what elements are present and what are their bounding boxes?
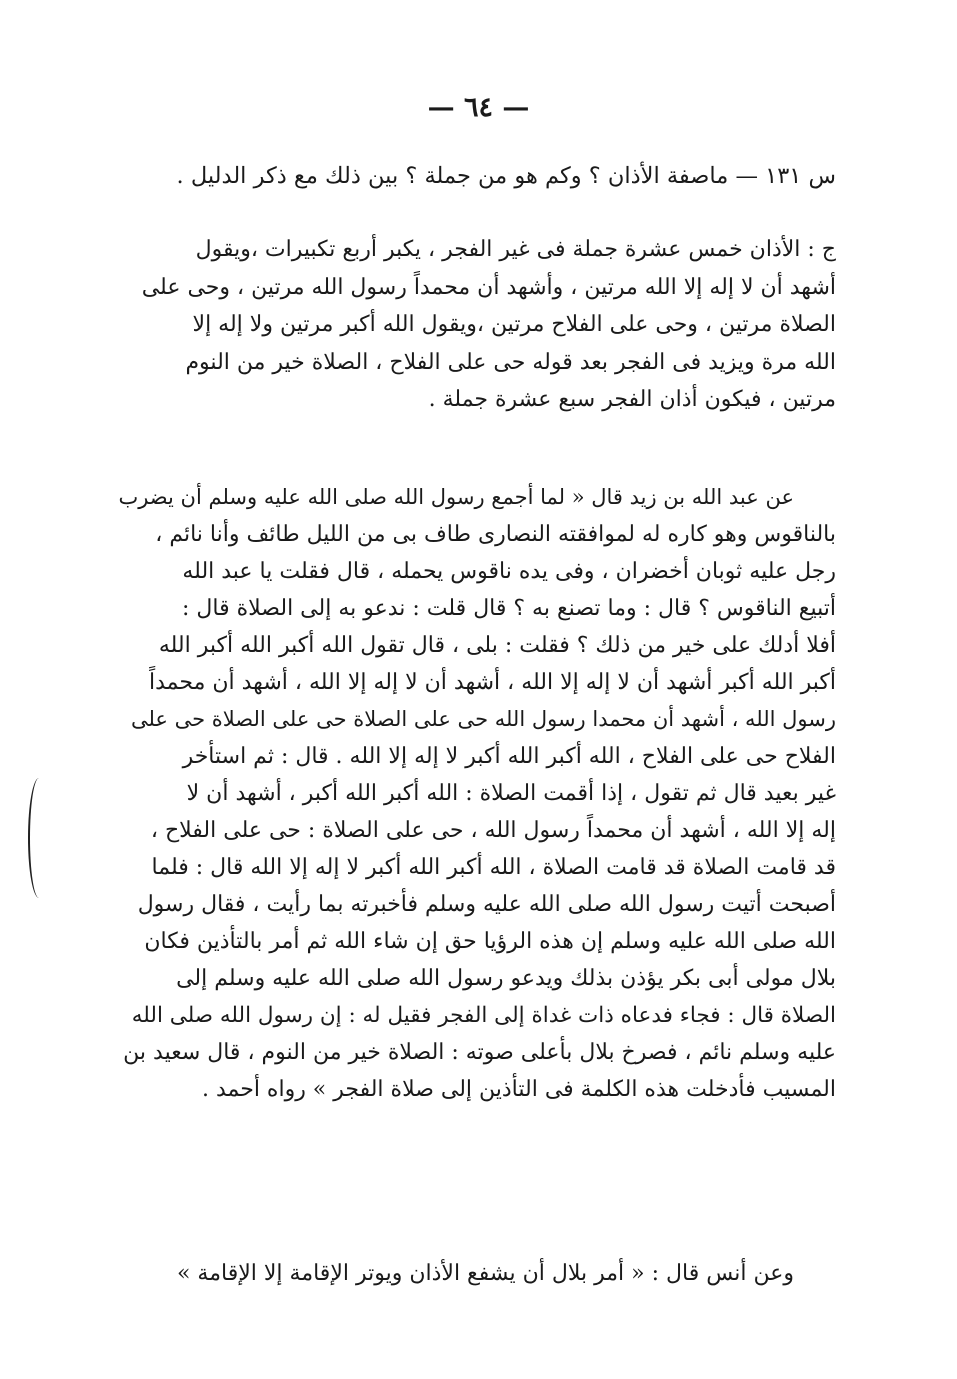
hadith1-line-14: بلال مولى أبى بكر يؤذن بذلك ويدعو رسول الله صلى الله عليه وسلم إلى xyxy=(176,966,836,991)
hadith1-line-8: الفلاح حى على الفلاح ، الله أكبر الله أكبر لا إله إلا الله . قال : ثم استأخر xyxy=(182,744,836,769)
hadith1-line-5: أفلا أدلك على خير من ذلك ؟ فقلت : بلى ، قال تقول الله أكبر الله أكبر الله xyxy=(158,633,836,658)
hadith-anas xyxy=(118,1255,836,1293)
page-number: — ٦٤ — xyxy=(427,92,530,123)
answer-line-5: مرتين ، فيكون أذان الفجر سبع عشرة جملة . xyxy=(428,387,836,412)
hadith1-line-11: قد قامت الصلاة قد قامت الصلاة ، الله أكبر الله أكبر لا إله إلا الله قال : فلما xyxy=(151,855,836,880)
hadith-abdullah-bin-zaid xyxy=(118,479,836,1108)
hadith2-line: وعن أنس قال : « أمر بلال أن يشفع الأذان ويوتر الإقامة إلا الإقامة » xyxy=(176,1261,794,1286)
hadith1-line-12: أصبحت أتيت رسول الله صلى الله عليه وسلم فأخبرته بما رأيت ، فقال رسول xyxy=(137,892,836,917)
margin-bracket-mark xyxy=(28,778,50,898)
hadith1-line-10: إله إلا الله ، أشهد أن محمداً رسول الله ، حى على الصلاة : حى على الفلاح ، xyxy=(150,818,836,843)
hadith1-line-15: الصلاة قال : فجاء فدعاه ذات غداة إلى الفجر فقيل له : إن رسول الله صلى الله xyxy=(131,1003,836,1028)
answer-line-2: أشهد أن لا إله إلا الله مرتين ، وأشهد أن محمداً رسول الله مرتين ، وحى على xyxy=(141,274,836,300)
answer-line-1: ج : الأذان خمس عشرة جملة فى غير الفجر ، يكبر أربع تكبيرات ،ويقول xyxy=(195,237,836,262)
hadith1-line-6: أكبر الله أكبر أشهد أن لا إله إلا الله ، أشهد أن لا إله إلا الله ، أشهد أن محمداً xyxy=(149,670,836,695)
question-131 xyxy=(118,158,836,196)
hadith1-line-13: الله صلى الله عليه وسلم إن هذه الرؤيا حق إن شاء الله ثم أمر بالتأذين فكان xyxy=(144,929,836,954)
answer-paragraph xyxy=(118,231,836,419)
hadith1-line-17: المسيب فأدخلت هذه الكلمة فى التأذين إلى صلاة الفجر » رواه أحمد . xyxy=(201,1077,836,1102)
answer-line-4: الله مرة ويزيد فى الفجر بعد قوله حى على الفلاح ، الصلاة خير من النوم xyxy=(185,349,836,375)
hadith1-line-2: بالناقوس وهو كاره له لموافقته النصارى طاف بى من الليل طائف وأنا نائم ، xyxy=(155,522,836,547)
hadith1-line-4: أتبيع الناقوس ؟ قال : وما تصنع به ؟ قال قلت : ندعو به إلى الصلاة قال : xyxy=(182,596,836,621)
hadith1-line-3: رجل عليه ثوبان أخضران ، وفى يده ناقوس يحمله ، قال فقلت يا عبد الله xyxy=(182,559,836,584)
question-line: س ١٣١ — ماصفة الأذان ؟ وكم هو من جملة ؟ بين ذلك مع ذكر الدليل . xyxy=(176,163,836,189)
hadith1-line-7: رسول الله ، أشهد أن محمدا رسول الله حى على الصلاة حى على الصلاة حى على xyxy=(130,707,836,731)
answer-line-3: الصلاة مرتين ، وحى على الفلاح مرتين ،ويقول الله أكبر مرتين ولا إله إلا xyxy=(192,312,836,337)
hadith1-line-9: غير بعيد قال ثم تقول ، إذا أقمت الصلاة : الله أكبر الله أكبر ، أشهد أن لا xyxy=(186,781,836,806)
hadith1-line-16: عليه وسلم نائم ، فصرخ بلال بأعلى صوته : الصلاة خير من النوم ، قال سعيد بن xyxy=(123,1040,836,1065)
hadith1-line-1: عن عبد الله بن زيد قال « لما أجمع رسول الله صلى الله عليه وسلم أن يضرب xyxy=(118,485,794,509)
